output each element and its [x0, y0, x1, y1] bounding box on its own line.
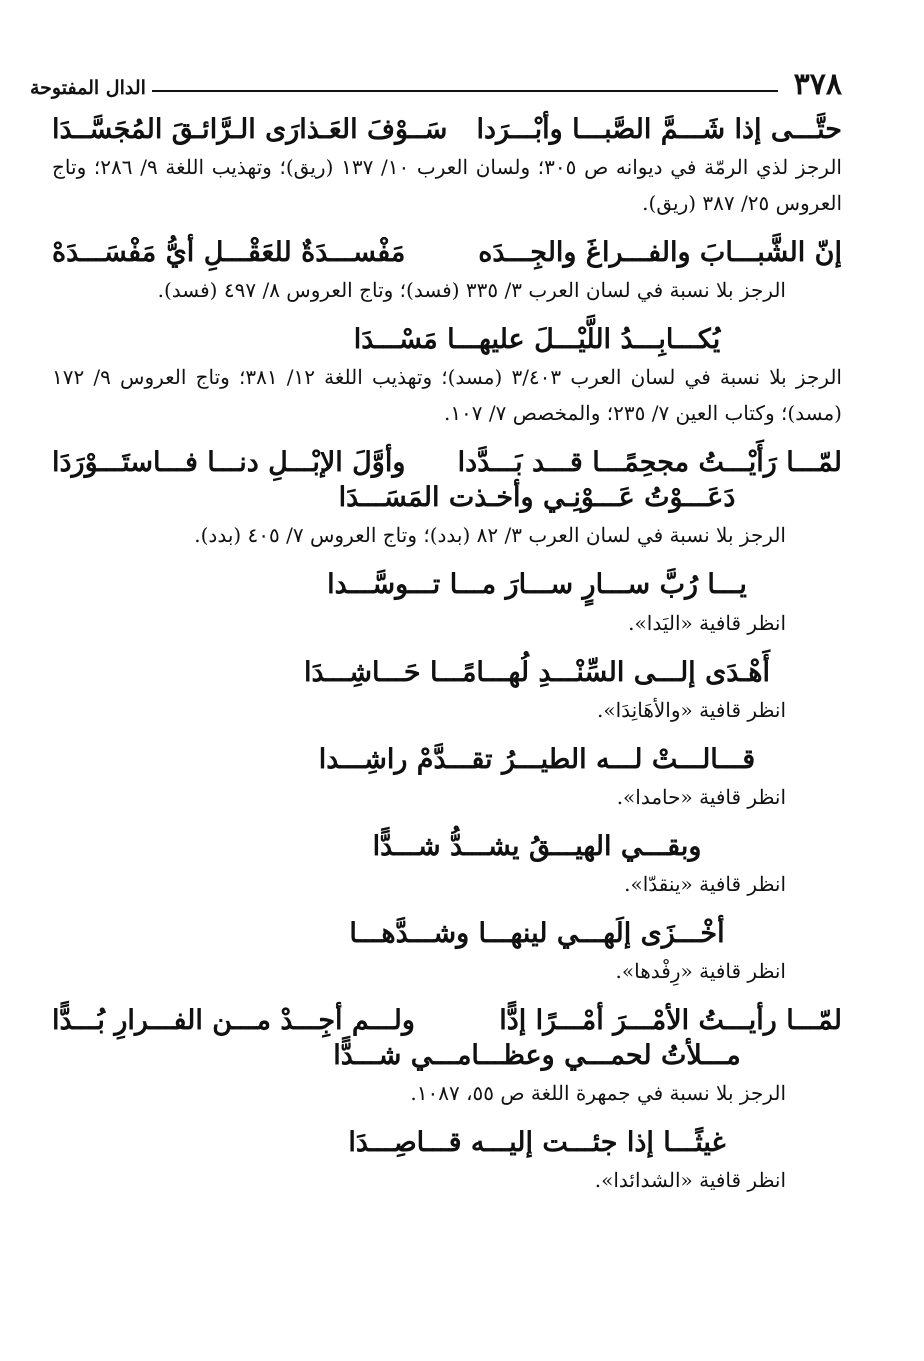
verse-couplet — [52, 1003, 842, 1038]
page-content — [52, 112, 842, 1212]
verse-second-hemistich: ولـــم أجِـــدْ مـــن الفـــرارِ بُـــدًّا — [52, 1004, 415, 1036]
verse-couplet — [52, 445, 842, 480]
verse-first-hemistich: إنّ الشَّبـــابَ والفـــراغَ والجِـــدَه — [478, 237, 842, 269]
verse-single: يُكـــابِـــدُ اللَّيْـــلَ عليهـــا مَسْـــدَا — [353, 324, 721, 356]
cross-reference-note: انظر قافية «رِفْدها». — [615, 958, 786, 983]
verse-single: أخْـــزَى إلَهـــي لينهـــا وشـــدَّهـــا — [349, 917, 725, 949]
running-title: الدال المفتوحة — [30, 77, 146, 99]
citation-note: الرجز بلا نسبة في لسان العرب ٣/ ٨٢ (بدد)؛ وتاج العروس ٧/ ٤٠٥ (بدد). — [194, 523, 786, 548]
verse-single: غيثًـــا إذا جئـــت إليـــه قـــاصِـــدَا — [348, 1127, 726, 1159]
cross-reference-note: انظر قافية «والأهَانِدَا». — [597, 697, 786, 722]
verse-single: وبقـــي الهيـــقُ يشـــدُّ شـــدًّا — [372, 830, 702, 862]
cross-reference-note: انظر قافية «الشدائدا». — [594, 1168, 786, 1193]
page-number: ٣٧٨ — [793, 67, 842, 102]
cross-reference-note: انظر قافية «ينقدّا». — [624, 871, 786, 896]
verse-single: قـــالـــتْ لـــه الطيـــرُ تقـــدَّمْ راشِـــدا — [318, 743, 756, 775]
verse-first-hemistich: لمّـــا رأيـــتُ الأمْـــرَ أمْـــرًا إدًّا — [499, 1004, 842, 1036]
verse-first-hemistich: لمّـــا رَأَيْـــتُ مجحِمًـــا قـــد بَـــدَّدا — [457, 447, 842, 479]
cross-reference-note: انظر قافية «اليَدا». — [628, 610, 786, 635]
citation-note: الرجز بلا نسبة في جمهرة اللغة ص ٥٥، ١٠٨٧. — [410, 1081, 786, 1106]
verse-second-hemistich: وأوَّلَ الإبْـــلِ دنـــا فـــاستَـــوْرَدَا — [52, 447, 406, 479]
verse-single: دَعَـــوْتُ عَـــوْنِـي وأخـذت المَسَـــدَا — [338, 482, 736, 514]
verse-single: يـــا رُبَّ ســـارٍ ســـارَ مـــا تـــوسَّـــدا — [327, 569, 747, 601]
header-rule — [152, 90, 778, 92]
verse-couplet — [52, 112, 842, 147]
verse-single: مـــلأتُ لحمـــي وعظـــامـــي شـــدًّا — [333, 1040, 741, 1072]
citation-note: الرجز لذي الرمّة في ديوانه ص ٣٠٥؛ ولسان العرب ١٠/ ١٣٧ (ريق)؛ وتهذيب اللغة ٩/ ٢٨٦؛ وتاج العروس ٢٥/ ٣٨٧ (ريق). — [52, 155, 842, 216]
citation-note: الرجز بلا نسبة في لسان العرب ٣/ ٣٣٥ (فسد)؛ وتاج العروس ٨/ ٤٩٧ (فسد). — [157, 278, 786, 303]
page-header — [30, 60, 842, 100]
verse-second-hemistich: مَفْســـدَةٌ للعَقْـــلِ أيُّ مَفْسَـــدَهْ — [52, 237, 406, 269]
verse-single: أَهْـدَى إلـــى السِّنْـــدِ لُهـــامًـــا حَـــاشِـــدَا — [303, 656, 771, 688]
verse-couplet — [52, 235, 842, 270]
verse-first-hemistich: حتَّـــى إذا شَـــمَّ الصَّبـــا وأبْـــرَدا — [476, 114, 842, 145]
cross-reference-note: انظر قافية «حامدا». — [616, 784, 786, 809]
verse-second-hemistich: سَــوْفَ العَـذارَى الـرَّائـقَ المُجَسَّــدَا — [52, 114, 448, 145]
citation-note: الرجز بلا نسبة في لسان العرب ٣/٤٠٣ (مسد)؛ وتهذيب اللغة ١٢/ ٣٨١؛ وتاج العروس ٩/ ١٧٢ (مسد)؛ وكتاب العين ٧/ ٢٣٥؛ والمخصص ٧/ ١٠٧. — [52, 365, 842, 426]
